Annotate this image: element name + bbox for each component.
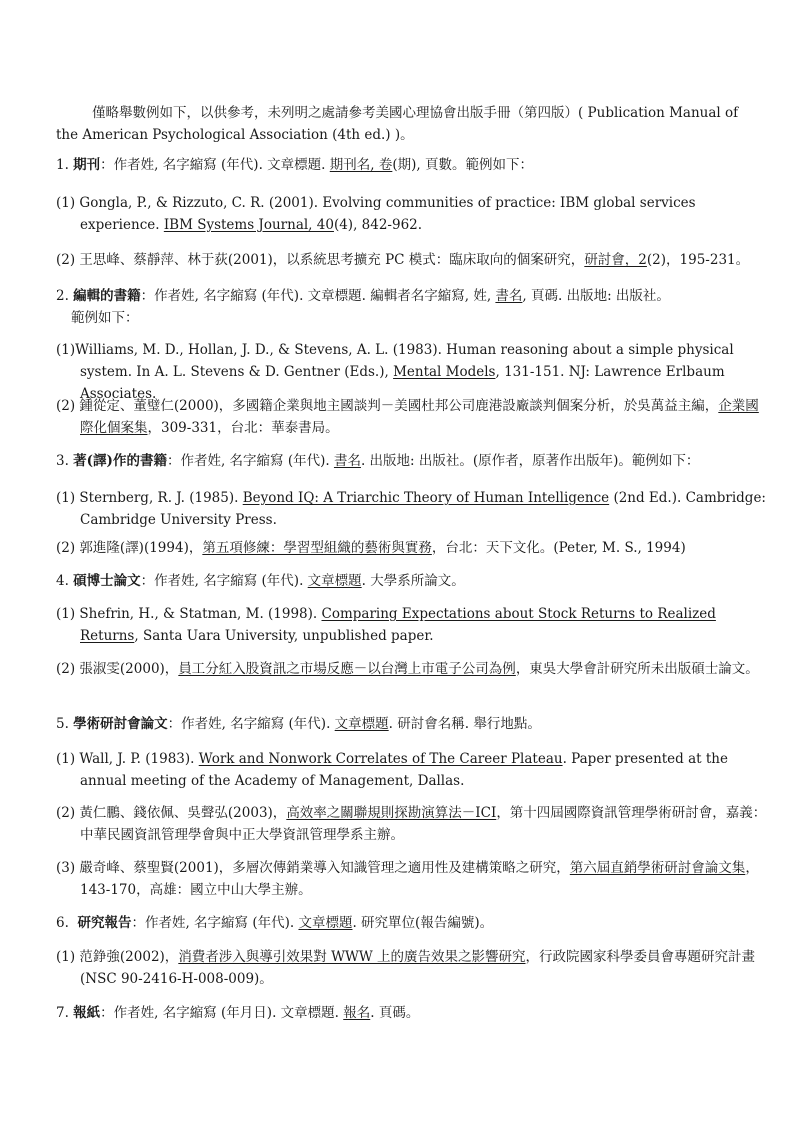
section-title: 碩博士論文 (73, 573, 141, 589)
reference-text: ，143-170，高雄：國立中山大學主辦。 (80, 860, 759, 898)
reference-source: IBM Systems Journal, 40 (163, 216, 334, 233)
reference-text: (1) Sternberg, R. J. (1985). (56, 490, 243, 506)
reference-source: Comparing Expectations about Stock Returns to Realized Returns (80, 606, 716, 644)
section-number: 5. (56, 716, 74, 732)
reference-entry (56, 193, 770, 237)
reference-text: (2) 郭進隆(譯)(1994)， (56, 540, 203, 556)
reference-source: 第六屆直銷學術研討會論文集 (569, 860, 746, 876)
reference-text: ，東吳大學會計研究所未出版碩士論文。 (515, 661, 759, 677)
format-text: . 研究單位(報告編號)。 (352, 915, 494, 931)
section-2-heading (56, 286, 746, 330)
intro-paragraph (56, 103, 746, 147)
reference-source: 高效率之關聯規則探勘演算法－ICI (286, 805, 497, 821)
format-underlined: 文章標題 (334, 716, 389, 732)
format-underlined: 報名 (343, 1005, 371, 1021)
section-title: 報紙 (73, 1005, 101, 1021)
section-4-heading (56, 571, 746, 593)
reference-entry (56, 538, 770, 560)
format-text: (期), 頁數。範例如下： (392, 157, 533, 173)
reference-source: 企業國際化個案集 (80, 398, 759, 436)
reference-text: (1) Shefrin, H., & Statman, M. (1998). (56, 606, 322, 622)
section-title: 研究報告 (77, 915, 132, 931)
reference-text: ，行政院國家科學委員會專題研究計畫(NSC 90-2416-H-008-009)。 (80, 949, 756, 987)
reference-entry (56, 250, 770, 272)
section-3-heading (56, 451, 746, 473)
section-number: 6. (56, 915, 78, 931)
format-text: ：作者姓, 名字縮寫 (年代). (131, 915, 299, 931)
reference-entry (56, 947, 770, 991)
section-number: 7. (56, 1005, 74, 1021)
format-text: ：作者姓, 名字縮寫 (年月日). 文章標題. (100, 1005, 344, 1021)
reference-source: 第五項修練：學習型組織的藝術與實務 (202, 540, 432, 556)
format-underlined: 書名 (495, 288, 523, 304)
format-text: ：作者姓, 名字縮寫 (年代). (166, 453, 334, 469)
reference-source: 消費者涉入與導引效果對 WWW 上的廣告效果之影響研究 (178, 949, 526, 965)
reference-text: (2) 鍾從定、董璧仁(2000)，多國籍企業與地主國談判－美國杜邦公司鹿港設廠談判個案分析，於吳萬益主編， (56, 398, 719, 414)
reference-text: ，309-331，台北：華泰書局。 (147, 419, 339, 436)
reference-text: (2) 黃仁鵬、錢依佩、吳聲弘(2003)， (56, 805, 287, 821)
section-title: 學術研討會論文 (73, 716, 168, 732)
format-text: . 頁碼。 (370, 1005, 420, 1021)
reference-entry (56, 803, 770, 847)
reference-source: Work and Nonwork Correlates of The Career Plateau (198, 751, 563, 767)
reference-entry (56, 488, 770, 532)
reference-text: , 131-151. NJ: Lawrence Erlbaum Associates. (80, 363, 729, 402)
reference-entry (56, 749, 770, 793)
reference-text: (1) 范錚強(2002)， (56, 949, 179, 965)
section-number: 4. (56, 573, 74, 589)
section-number: 1. (56, 157, 74, 173)
reference-text: (1) Wall, J. P. (1983). (56, 751, 199, 767)
format-text: ：作者姓, 名字縮寫 (年代). 文章標題. (100, 157, 330, 173)
format-text: 範例如下： (71, 309, 139, 326)
reference-text: (1)Williams, M. D., Hollan, J. D., & Stevens, A. L. (1983). Human reasoning about a simple physical system. In A. L. Stevens & D. Gentner (Eds.), (56, 342, 738, 380)
reference-entry (56, 659, 770, 681)
section-number: 2. (56, 288, 74, 304)
reference-text: . Paper presented at the annual meeting of the Academy of Management, Dallas. (80, 751, 733, 789)
reference-text: (2)，195-231。 (646, 252, 750, 268)
reference-text: ，台北：天下文化。(Peter, M. S., 1994) (431, 540, 686, 556)
section-title: 著(譯)作的書籍 (73, 453, 167, 469)
section-number: 3. (56, 453, 74, 469)
format-text: ：作者姓, 名字縮寫 (年代). 文章標題. 編輯者名字縮寫, 姓, (140, 288, 496, 304)
section-6-heading (56, 913, 746, 935)
reference-text: (2) 王思峰、蔡靜萍、林于荻(2001)，以系統思考擴充 PC 模式：臨床取向的個案研究， (56, 252, 585, 268)
reference-text: (2nd Ed.). Cambridge: Cambridge University Press. (80, 490, 771, 528)
reference-text: ，第十四屆國際資訊管理學術研討會，嘉義：中華民國資訊管理學會與中正大學資訊管理學系主辦。 (80, 805, 767, 843)
format-underlined: 文章標題 (307, 573, 362, 589)
intro-text: 僅略舉數例如下，以供參考，未列明之處請參考美國心理協會出版手冊（第四版）( Publication Manual of the American Psychological Association (4th ed.) )。 (56, 105, 743, 143)
reference-text: (2) 張淑雯(2000)， (56, 661, 179, 677)
format-text: ：作者姓, 名字縮寫 (年代). (140, 573, 308, 589)
reference-text: (4), 842-962. (333, 216, 423, 233)
format-text: , 頁碼. 出版地: 出版社。 (522, 288, 670, 304)
reference-text: (3) 嚴奇峰、蔡聖賢(2001)，多層次傳銷業導入知識管理之適用性及建構策略之研究， (56, 860, 570, 876)
reference-text: (1) Gongla, P., & Rizzuto, C. R. (2001). Evolving communities of practice: IBM global services experience. (56, 195, 700, 233)
format-text: . 出版地: 出版社。(原作者，原著作出版年)。範例如下： (360, 453, 700, 469)
reference-source: Mental Models (393, 363, 496, 380)
reference-source: 研討會，2 (584, 252, 647, 268)
reference-entry (56, 396, 770, 440)
format-underlined: 文章標題 (298, 915, 353, 931)
reference-source: Beyond IQ: A Triarchic Theory of Human Intelligence (242, 490, 610, 506)
reference-entry (56, 858, 770, 902)
reference-source: 員工分紅入股資訊之市場反應－以台灣上市電子公司為例 (178, 661, 516, 677)
section-title: 編輯的書籍 (73, 288, 141, 304)
section-title: 期刊 (73, 157, 101, 173)
reference-entry (56, 604, 770, 648)
format-text: . 大學系所論文。 (361, 573, 465, 589)
format-text: . 研討會名稱. 舉行地點。 (388, 716, 541, 732)
format-underlined: 期刊名, 卷 (329, 157, 393, 173)
format-text: ：作者姓, 名字縮寫 (年代). (167, 716, 335, 732)
format-underlined: 書名 (333, 453, 361, 469)
section-7-heading (56, 1003, 746, 1025)
section-5-heading (56, 714, 746, 736)
section-1-heading (56, 155, 746, 177)
reference-text: , Santa Uara University, unpublished paper. (134, 627, 434, 644)
